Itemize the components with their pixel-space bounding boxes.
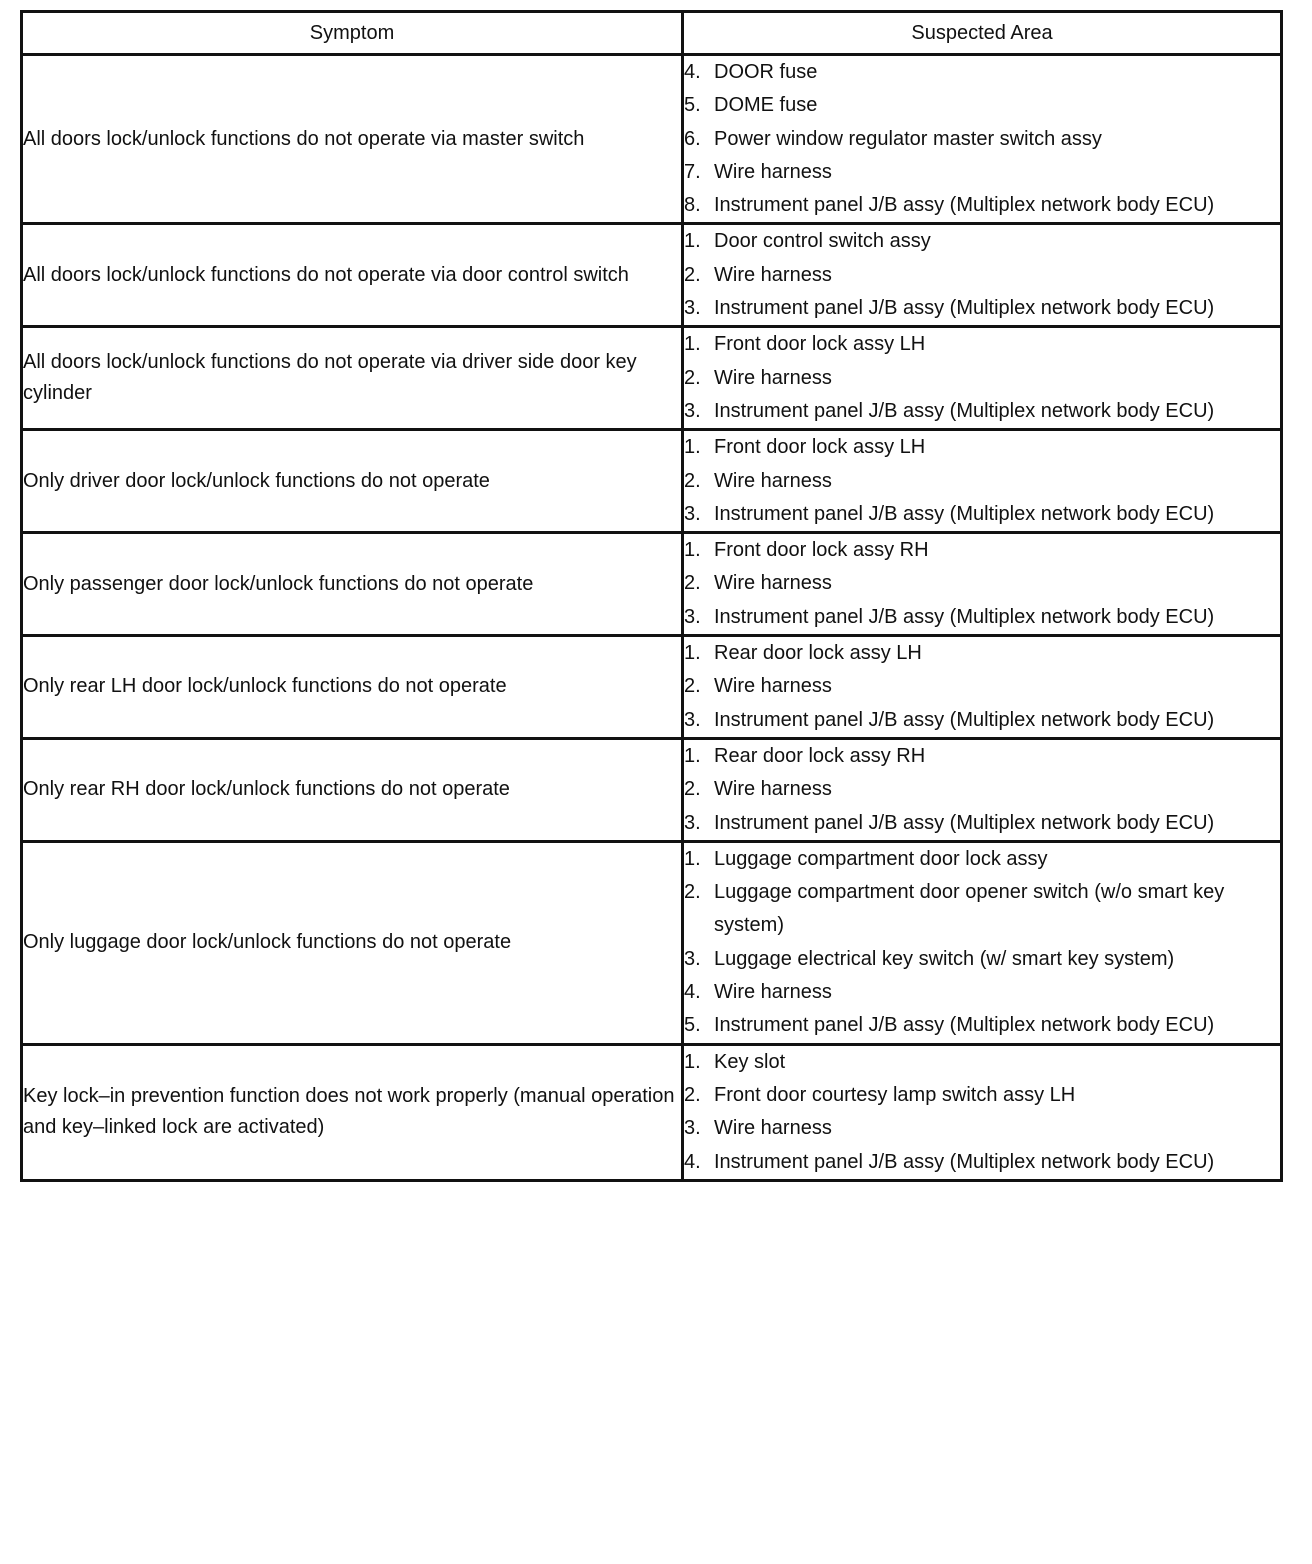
suspected-area-list [684,328,1280,428]
suspected-area-item [684,1046,1280,1079]
suspected-area-cell [683,841,1282,1044]
item-text: Instrument panel J/B assy (Multiplex network body ECU) [714,811,1215,834]
table-body [22,55,1282,1181]
suspected-area-item [684,89,1280,122]
item-number: 1. [684,847,701,870]
item-number: 1. [684,1050,701,1073]
item-number: 2. [684,469,701,492]
item-text: Luggage electrical key switch (w/ smart key system) [714,947,1175,970]
item-text: Wire harness [714,778,832,801]
symptom-cell: Only rear RH door lock/unlock functions do not operate [22,738,683,841]
suspected-area-cell [683,55,1282,224]
item-text: Instrument panel J/B assy (Multiplex network body ECU) [714,1014,1215,1037]
suspected-area-cell [683,430,1282,533]
item-number: 2. [684,881,701,904]
item-text: Instrument panel J/B assy (Multiplex network body ECU) [714,194,1215,217]
table-row [22,636,1282,739]
item-number: 1. [684,436,701,459]
suspected-area-item [684,431,1280,464]
suspected-area-item [684,362,1280,395]
symptom-cell: Only rear LH door lock/unlock functions do not operate [22,636,683,739]
item-text: DOME fuse [714,94,818,117]
column-header-suspected-area: Suspected Area [683,12,1282,55]
item-number: 3. [684,708,701,731]
suspected-area-item [684,773,1280,806]
table-header-row [22,12,1282,55]
item-number: 8. [684,194,701,217]
suspected-area-item [684,601,1280,634]
suspected-area-item [684,976,1280,1009]
item-number: 2. [684,1083,701,1106]
suspected-area-item [684,704,1280,737]
item-text: Instrument panel J/B assy (Multiplex network body ECU) [714,605,1215,628]
suspected-area-item [684,225,1280,258]
suspected-area-item [684,395,1280,428]
item-text: Instrument panel J/B assy (Multiplex network body ECU) [714,708,1215,731]
item-number: 3. [684,947,701,970]
item-text: Power window regulator master switch assy [714,127,1102,150]
suspected-area-item [684,567,1280,600]
item-text: Instrument panel J/B assy (Multiplex network body ECU) [714,297,1215,320]
item-text: Wire harness [714,469,832,492]
item-text: Rear door lock assy RH [714,744,926,767]
symptom-cell: Key lock–in prevention function does not work properly (manual operation and key–linked lock are activated) [22,1044,683,1180]
table-row [22,738,1282,841]
item-text: Front door lock assy RH [714,539,929,562]
item-text: Wire harness [714,366,832,389]
symptom-cell: Only passenger door lock/unlock functions do not operate [22,533,683,636]
suspected-area-item [684,328,1280,361]
item-number: 1. [684,333,701,356]
table-row [22,224,1282,327]
suspected-area-item [684,876,1280,943]
item-number: 3. [684,605,701,628]
suspected-area-list [684,56,1280,222]
item-text: Key slot [714,1050,786,1073]
item-text: Luggage compartment door opener switch (w/o smart key system) [714,881,1225,937]
item-text: Wire harness [714,1117,832,1140]
suspected-area-cell [683,224,1282,327]
item-number: 5. [684,1014,701,1037]
item-number: 3. [684,399,701,422]
item-text: Wire harness [714,160,832,183]
item-number: 1. [684,539,701,562]
item-number: 2. [684,366,701,389]
suspected-area-list [684,740,1280,840]
suspected-area-item [684,637,1280,670]
symptom-cell: Only luggage door lock/unlock functions do not operate [22,841,683,1044]
item-text: DOOR fuse [714,61,818,83]
symptom-cell: All doors lock/unlock functions do not operate via door control switch [22,224,683,327]
item-text: Rear door lock assy LH [714,642,922,665]
item-number: 1. [684,744,701,767]
item-text: Luggage compartment door lock assy [714,847,1048,870]
item-text: Front door courtesy lamp switch assy LH [714,1083,1076,1106]
item-text: Door control switch assy [714,230,931,253]
item-text: Wire harness [714,263,832,286]
table-row [22,327,1282,430]
suspected-area-item [684,189,1280,222]
suspected-area-item [684,740,1280,773]
item-number: 2. [684,778,701,801]
suspected-area-item [684,807,1280,840]
symptom-cell: All doors lock/unlock functions do not operate via master switch [22,55,683,224]
suspected-area-item [684,156,1280,189]
suspected-area-cell [683,636,1282,739]
item-number: 5. [684,94,701,117]
suspected-area-item [684,259,1280,292]
symptom-cell: Only driver door lock/unlock functions do not operate [22,430,683,533]
item-text: Front door lock assy LH [714,436,926,459]
suspected-area-cell [683,1044,1282,1180]
column-header-symptom: Symptom [22,12,683,55]
item-text: Wire harness [714,981,832,1004]
item-number: 3. [684,297,701,320]
item-number: 3. [684,1117,701,1140]
item-text: Instrument panel J/B assy (Multiplex network body ECU) [714,399,1215,422]
table-row [22,1044,1282,1180]
suspected-area-item [684,292,1280,325]
item-text: Instrument panel J/B assy (Multiplex network body ECU) [714,502,1215,525]
symptom-cell: All doors lock/unlock functions do not operate via driver side door key cylinder [22,327,683,430]
suspected-area-item [684,534,1280,567]
item-number: 7. [684,160,701,183]
suspected-area-item [684,943,1280,976]
table-row [22,841,1282,1044]
item-number: 2. [684,572,701,595]
suspected-area-item [684,1112,1280,1145]
suspected-area-item [684,1009,1280,1042]
suspected-area-item [684,465,1280,498]
item-number: 4. [684,981,701,1004]
suspected-area-list [684,637,1280,737]
suspected-area-list [684,1046,1280,1179]
item-number: 3. [684,811,701,834]
suspected-area-list [684,225,1280,325]
item-text: Wire harness [714,675,832,698]
suspected-area-item [684,56,1280,89]
item-number: 3. [684,502,701,525]
item-number: 4. [684,1150,701,1173]
suspected-area-item [684,498,1280,531]
item-number: 6. [684,127,701,150]
item-number: 2. [684,263,701,286]
suspected-area-list [684,843,1280,1043]
item-text: Front door lock assy LH [714,333,926,356]
item-number: 4. [684,61,701,83]
symptom-table [20,10,1283,1182]
suspected-area-list [684,534,1280,634]
item-number: 1. [684,642,701,665]
suspected-area-cell [683,738,1282,841]
item-number: 1. [684,230,701,253]
suspected-area-item [684,1079,1280,1112]
item-number: 2. [684,675,701,698]
suspected-area-item [684,1146,1280,1179]
suspected-area-item [684,670,1280,703]
table-row [22,430,1282,533]
suspected-area-cell [683,533,1282,636]
suspected-area-list [684,431,1280,531]
suspected-area-cell [683,327,1282,430]
item-text: Wire harness [714,572,832,595]
table-row [22,533,1282,636]
suspected-area-item [684,843,1280,876]
table-row [22,55,1282,224]
suspected-area-item [684,123,1280,156]
item-text: Instrument panel J/B assy (Multiplex network body ECU) [714,1150,1215,1173]
